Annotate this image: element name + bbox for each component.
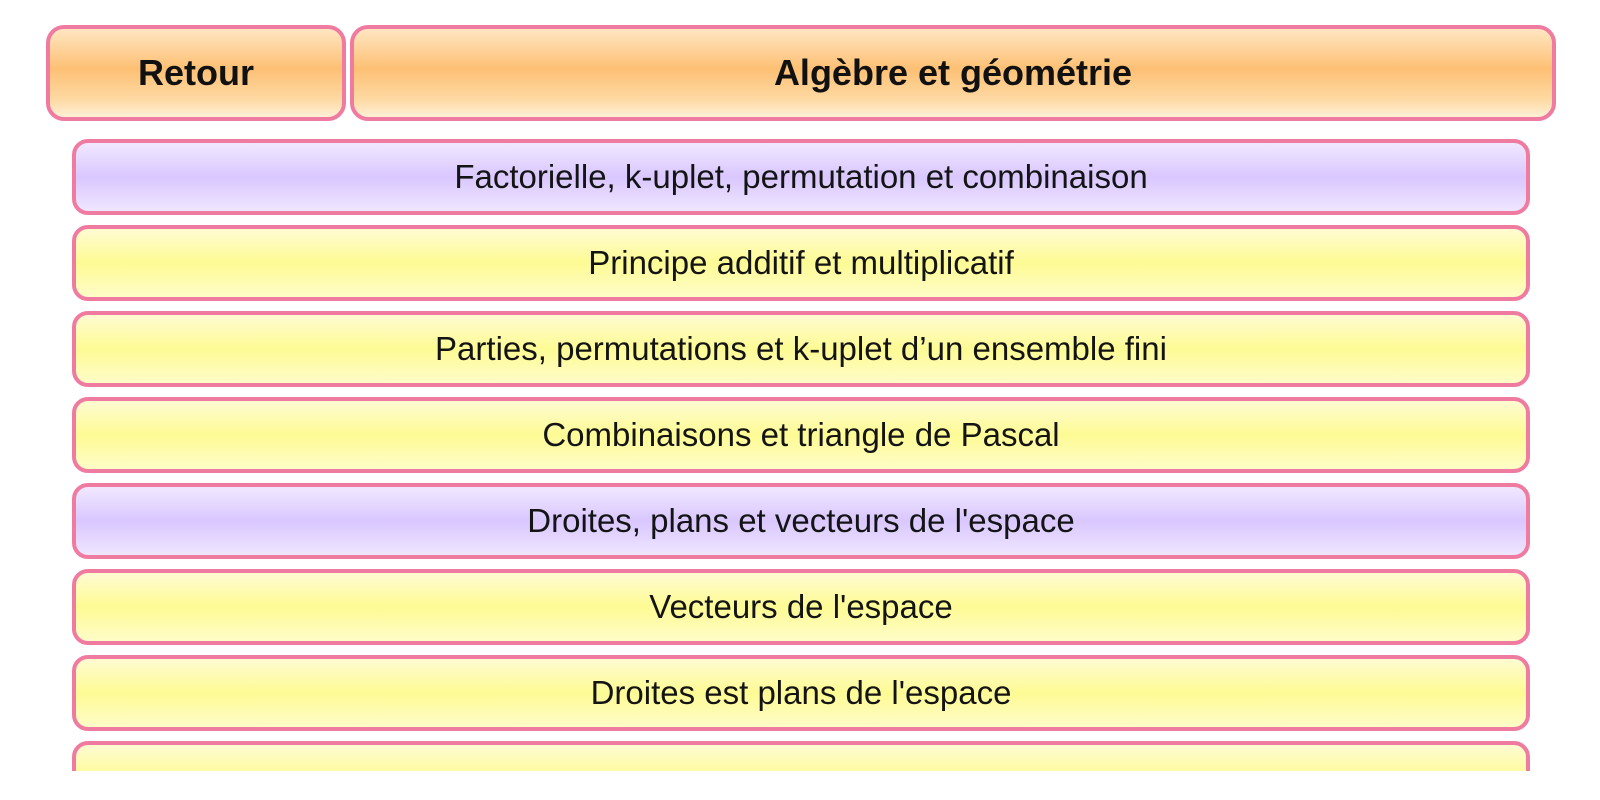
list-item-partial[interactable] — [72, 741, 1530, 771]
list-item-label: Droites, plans et vecteurs de l'espace — [527, 502, 1075, 539]
page-title — [350, 25, 1556, 121]
list-item[interactable] — [72, 483, 1530, 559]
list-item-label: Principe additif et multiplicatif — [588, 244, 1014, 281]
list-item[interactable] — [72, 311, 1530, 387]
page-title-text: Algèbre et géométrie — [773, 52, 1133, 93]
list-item-label: Droites est plans de l'espace — [590, 674, 1012, 711]
list-item-label: Vecteurs de l'espace — [649, 588, 953, 625]
list-item[interactable] — [72, 569, 1530, 645]
back-button[interactable] — [46, 25, 346, 121]
list-item-label: Parties, permutations et k-uplet d’un ensemble fini — [435, 330, 1167, 367]
list-item[interactable] — [72, 655, 1530, 731]
list-item[interactable] — [72, 397, 1530, 473]
list-item[interactable] — [72, 139, 1530, 215]
list-item-label: Combinaisons et triangle de Pascal — [542, 416, 1060, 453]
header-bar — [46, 25, 1556, 121]
chapter-list[interactable] — [72, 139, 1530, 771]
back-button-label: Retour — [138, 52, 254, 93]
list-item[interactable] — [72, 225, 1530, 301]
list-item-label: Factorielle, k-uplet, permutation et combinaison — [454, 158, 1148, 195]
